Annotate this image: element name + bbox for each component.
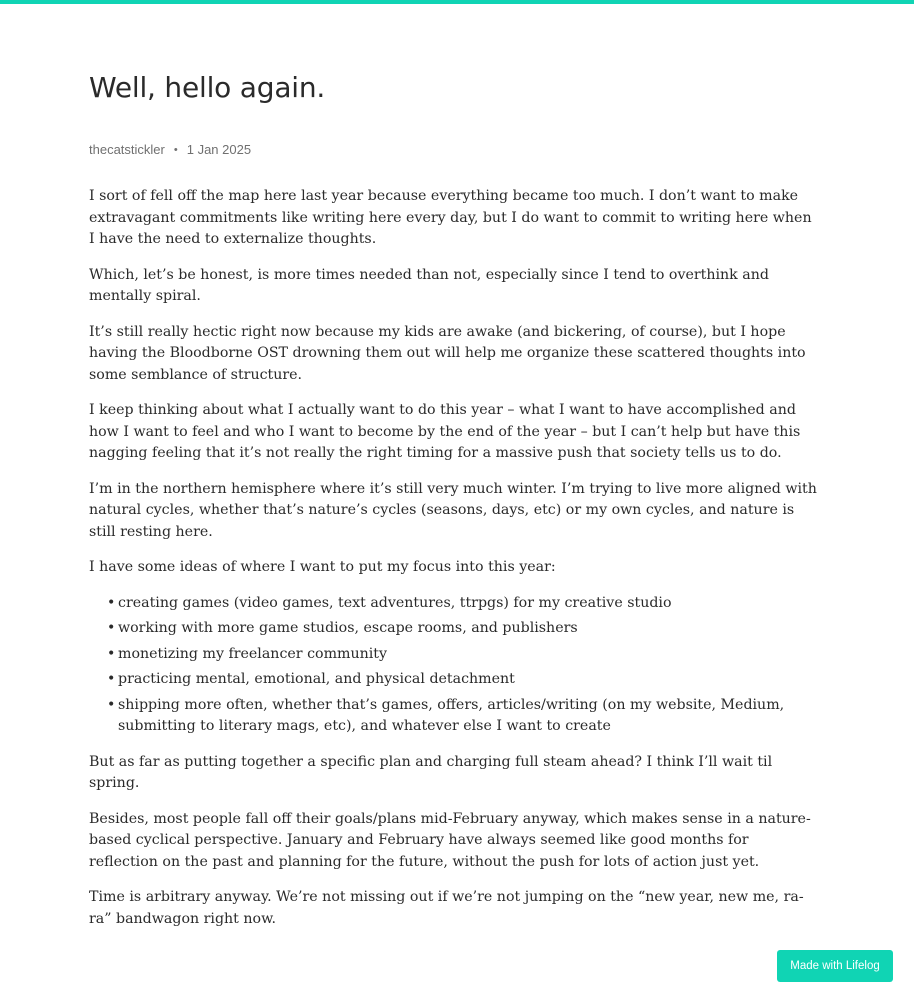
post-meta <box>89 142 819 159</box>
post-paragraph: I’m in the northern hemisphere where it’s still very much winter. I’m trying to live more aligned with natural cycles, whether that’s nature’s cycles (seasons, days, etc) or my own cycles, and nature is still resting here. <box>89 480 817 540</box>
blog-post <box>89 70 819 944</box>
list-item: • practicing mental, emotional, and physical detachment <box>108 669 819 691</box>
list-item: • shipping more often, whether that’s games, offers, articles/writing (on my website, Medium, submitting to literary mags, etc), and whatever else I want to create <box>108 695 819 738</box>
meta-separator: • <box>173 144 178 156</box>
focus-list <box>89 593 819 738</box>
list-item: • working with more game studios, escape rooms, and publishers <box>108 618 819 640</box>
post-paragraph: I keep thinking about what I actually want to do this year – what I want to have accomplished and how I want to feel and who I want to become by the end of the year – but I can’t help but have this nagging feeling that it’s not really the right timing for a massive push that society tells us to do. <box>89 402 801 461</box>
list-item: • monetizing my freelancer community <box>108 644 819 666</box>
list-item: • creating games (video games, text adventures, ttrpgs) for my creative studio <box>108 593 819 615</box>
post-paragraph: It’s still really hectic right now because my kids are awake (and bickering, of course), but I hope having the Bloodborne OST drowning them out will help me organize these scattered thoughts into some semblance of structure. <box>89 323 806 383</box>
post-date: 1 Jan 2025 <box>186 142 252 157</box>
post-paragraph: Time is arbitrary anyway. We’re not missing out if we’re not jumping on the “new year, new me, ra-ra” bandwagon right now. <box>89 889 804 927</box>
post-title: Well, hello again. <box>89 71 326 104</box>
post-paragraph: Besides, most people fall off their goals/plans mid-February anyway, which makes sense in a nature-based cyclical perspective. January and February have always seemed like good months for reflection on the past and planning for the future, without the push for lots of action just yet. <box>89 810 811 870</box>
top-accent-bar <box>0 0 914 4</box>
made-with-lifelog-button[interactable]: Made with Lifelog <box>777 950 893 982</box>
post-paragraph: Which, let’s be honest, is more times needed than not, especially since I tend to overthink and mentally spiral. <box>89 266 769 304</box>
post-paragraph: But as far as putting together a specific plan and charging full steam ahead? I think I’ll wait til spring. <box>89 753 773 791</box>
post-author[interactable]: thecatstickler <box>89 142 165 157</box>
post-paragraph: I sort of fell off the map here last year because everything became too much. I don’t want to make extravagant commitments like writing here every day, but I do want to commit to writing here when I have the need to externalize thoughts. <box>89 188 812 247</box>
post-paragraph: I have some ideas of where I want to put my focus into this year: <box>89 559 556 575</box>
post-body <box>89 186 819 930</box>
